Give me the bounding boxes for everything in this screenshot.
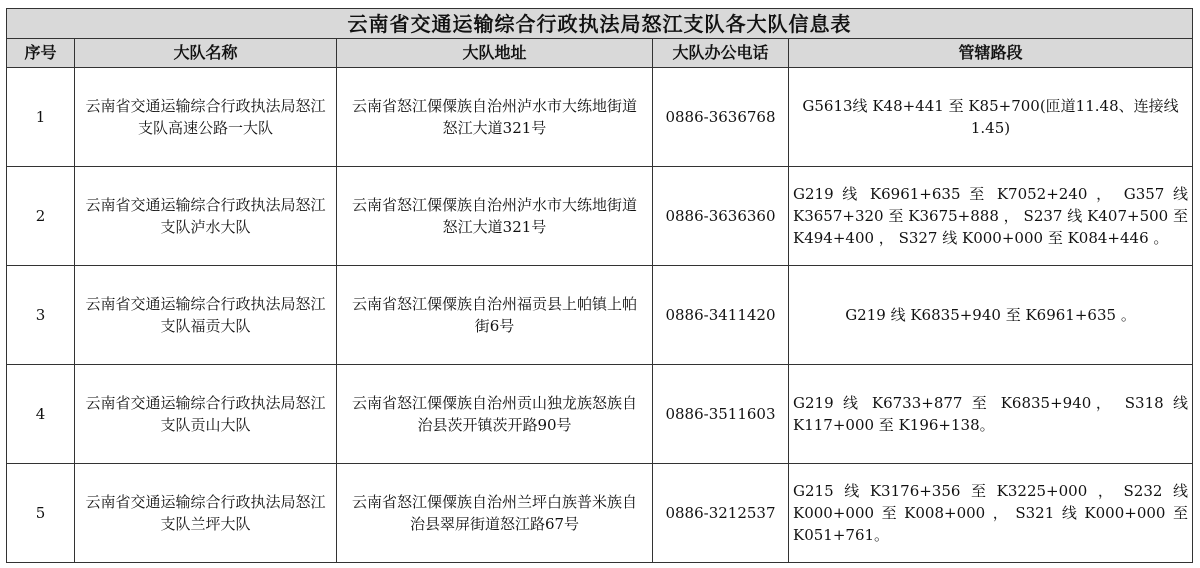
team-route: G5613线 K48+441 至 K85+700(匝道11.48、连接线1.45) (789, 68, 1193, 167)
team-phone: 0886-3212537 (653, 464, 789, 563)
header-row (7, 39, 1193, 68)
row-index: 3 (7, 266, 75, 365)
table-row (7, 266, 1193, 365)
table-row (7, 464, 1193, 563)
team-name: 云南省交通运输综合行政执法局怒江支队兰坪大队 (75, 464, 337, 563)
team-name: 云南省交通运输综合行政执法局怒江支队泸水大队 (75, 167, 337, 266)
header-index: 序号 (7, 39, 75, 68)
table-title: 云南省交通运输综合行政执法局怒江支队各大队信息表 (7, 9, 1193, 39)
row-index: 4 (7, 365, 75, 464)
header-name: 大队名称 (75, 39, 337, 68)
team-name: 云南省交通运输综合行政执法局怒江支队高速公路一大队 (75, 68, 337, 167)
table-row (7, 167, 1193, 266)
team-route: G219 线 K6733+877 至 K6835+940， S318 线 K117+000 至 K196+138。 (789, 365, 1193, 464)
team-phone: 0886-3636768 (653, 68, 789, 167)
table-row (7, 365, 1193, 464)
team-phone: 0886-3411420 (653, 266, 789, 365)
table-row (7, 68, 1193, 167)
team-phone: 0886-3511603 (653, 365, 789, 464)
row-index: 1 (7, 68, 75, 167)
team-name: 云南省交通运输综合行政执法局怒江支队贡山大队 (75, 365, 337, 464)
team-address: 云南省怒江傈僳族自治州贡山独龙族怒族自治县茨开镇茨开路90号 (337, 365, 653, 464)
team-info-table (6, 8, 1193, 563)
header-route: 管辖路段 (789, 39, 1193, 68)
info-sheet (6, 8, 1192, 563)
header-phone: 大队办公电话 (653, 39, 789, 68)
header-address: 大队地址 (337, 39, 653, 68)
team-route: G219 线 K6961+635 至 K7052+240 ， G357 线 K3657+320 至 K3675+888 ， S237 线 K407+500 至 K494+400 ， S327 线 K000+000 至 K084+446 。 (789, 167, 1193, 266)
title-row (7, 9, 1193, 39)
row-index: 5 (7, 464, 75, 563)
team-address: 云南省怒江傈僳族自治州兰坪白族普米族自治县翠屏街道怒江路67号 (337, 464, 653, 563)
team-route: G215线K3176+356至K3225+000，S232线K000+000至K008+000，S321线K000+000至K051+761。 (789, 464, 1193, 563)
row-index: 2 (7, 167, 75, 266)
team-route: G219 线 K6835+940 至 K6961+635 。 (789, 266, 1193, 365)
team-name: 云南省交通运输综合行政执法局怒江支队福贡大队 (75, 266, 337, 365)
team-address: 云南省怒江傈僳族自治州泸水市大练地街道怒江大道321号 (337, 167, 653, 266)
team-address: 云南省怒江傈僳族自治州泸水市大练地街道怒江大道321号 (337, 68, 653, 167)
team-address: 云南省怒江傈僳族自治州福贡县上帕镇上帕街6号 (337, 266, 653, 365)
team-phone: 0886-3636360 (653, 167, 789, 266)
